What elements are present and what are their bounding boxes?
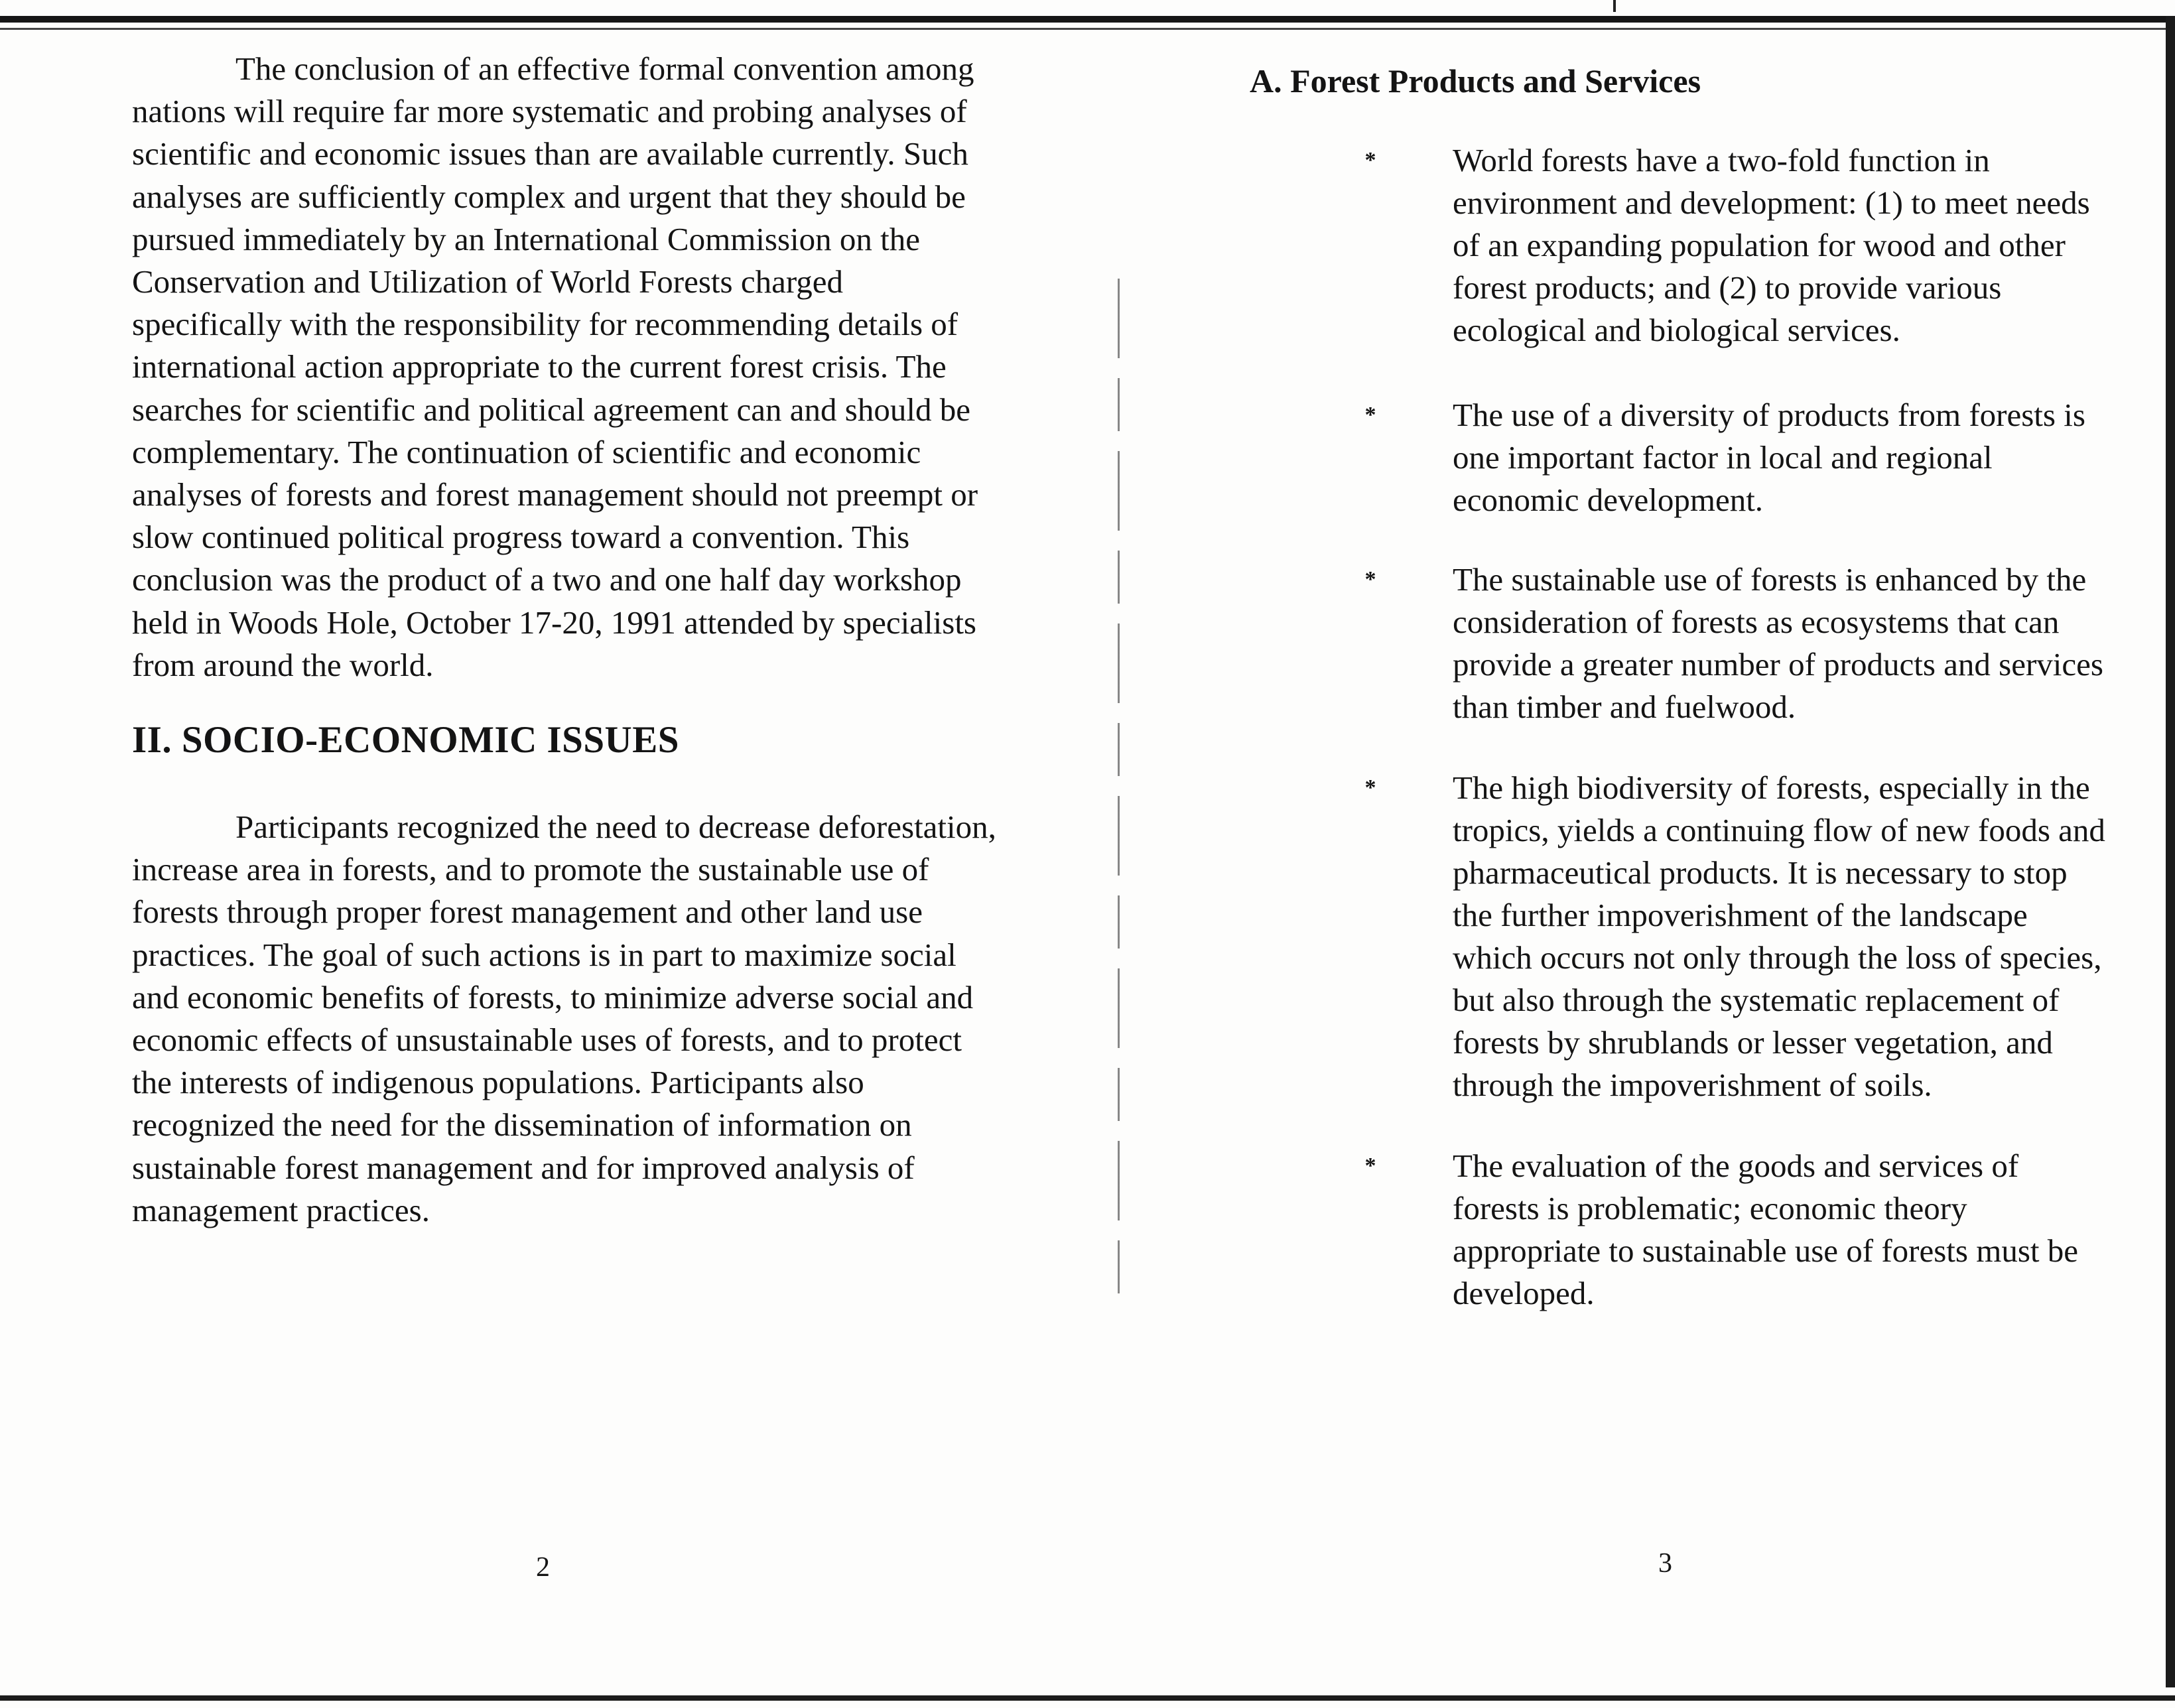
bullet-text: The sustainable use of forests is enhanced by the consideration of forests as ecosystems that can provide a greater number of products and services than timber and fuelwood. bbox=[1453, 561, 2103, 725]
top-border-rule-thin bbox=[0, 28, 2175, 30]
list-item bbox=[1250, 139, 2112, 352]
asterisk-bullet-icon: * bbox=[1364, 403, 1376, 427]
page-number-right: 3 bbox=[1658, 1548, 1672, 1579]
page-number-left: 2 bbox=[536, 1552, 550, 1583]
conclusion-paragraph: The conclusion of an effective formal convention among nations will require far more systematic and probing analyses of scientific and economic issues than are available currently. Such analyses are sufficiently complex and urgent that they should be pursued immediately by an International Commission on the Conservation and Utilization of World Forests charged specifically with the responsibility for recommending details of international action appropriate to the current forest crisis. The searches for scientific and political agreement can and should be complementary. The continuation of scientific and economic analyses of forests and forest management should not preempt or slow continued political progress toward a convention. This conclusion was the product of a two and one half day workshop held in Woods Hole, October 17-20, 1991 attended by specialists from around the world. bbox=[132, 50, 978, 683]
list-item bbox=[1250, 767, 2112, 1106]
left-page bbox=[132, 48, 1001, 1232]
asterisk-bullet-icon: * bbox=[1364, 148, 1376, 172]
bullet-text: The evaluation of the goods and services of forests is problematic; economic theory appropriate to sustainable use of forests must be developed. bbox=[1453, 1148, 2079, 1311]
list-item bbox=[1250, 394, 2112, 521]
page-gutter-line bbox=[1118, 279, 1120, 1300]
top-crop-mark bbox=[1613, 0, 1616, 12]
bullet-text: The high biodiversity of forests, especially in the tropics, yields a continuing flow of new foods and pharmaceutical products. It is necessary to stop the further impoverishment of the landscape which occurs not only through the loss of species, but also through the systematic replacement of forests by shrublands or lesser vegetation, and through the impoverishment of soils. bbox=[1453, 769, 2105, 1103]
bullet-list bbox=[1250, 139, 2112, 1315]
asterisk-bullet-icon: * bbox=[1364, 567, 1376, 592]
subsection-heading: A. Forest Products and Services bbox=[1250, 62, 1701, 99]
right-page-edge bbox=[2166, 16, 2175, 1687]
bullet-text: The use of a diversity of products from forests is one important factor in local and regional economic development. bbox=[1453, 397, 2085, 518]
bullet-text: World forests have a two-fold function in environment and development: (1) to meet needs of an expanding population for wood and other forest products; and (2) to provide various ecological and biological services. bbox=[1453, 142, 2090, 348]
asterisk-bullet-icon: * bbox=[1364, 775, 1376, 800]
participants-paragraph: Participants recognized the need to decrease deforestation, increase area in forests, and to promote the sustainable use of forests through proper forest management and other land use practices. The goal of such actions is in part to maximize social and economic benefits of forests, to minimize adverse social and economic effects of unsustainable uses of forests, and to protect the interests of indigenous populations. Participants also recognized the need for the dissemination of information on sustainable forest management and for improved analysis of management practices. bbox=[132, 809, 996, 1228]
section-heading: II. SOCIO-ECONOMIC ISSUES bbox=[132, 719, 679, 761]
right-page bbox=[1250, 60, 2112, 1357]
asterisk-bullet-icon: * bbox=[1364, 1153, 1376, 1178]
list-item bbox=[1250, 1145, 2112, 1315]
top-border-rule bbox=[0, 16, 2175, 23]
bottom-border-rule bbox=[0, 1695, 2175, 1701]
list-item bbox=[1250, 558, 2112, 728]
